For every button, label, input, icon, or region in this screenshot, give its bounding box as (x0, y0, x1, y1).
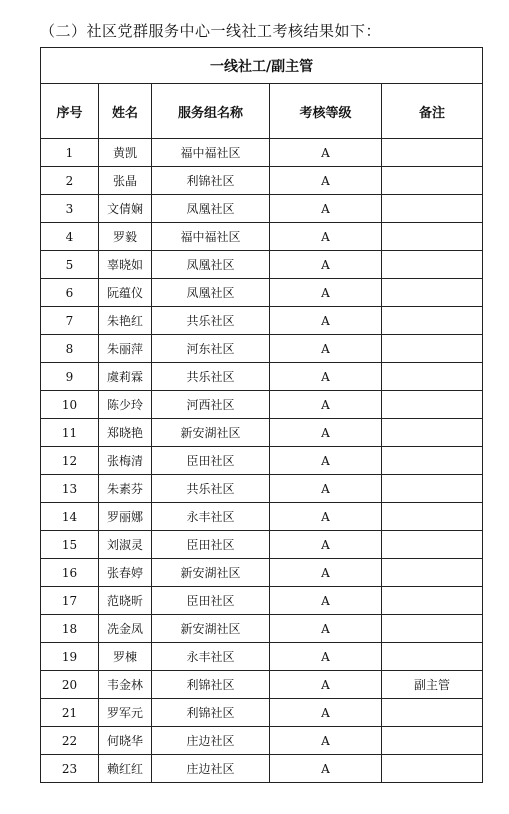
cell-remarks (382, 503, 483, 531)
cell-service-group: 利锦社区 (152, 699, 270, 727)
table-header-row (41, 84, 483, 139)
cell-grade: A (270, 699, 382, 727)
table-row (41, 307, 483, 335)
cell-grade: A (270, 419, 382, 447)
cell-grade: A (270, 195, 382, 223)
cell-index: 13 (41, 475, 99, 503)
cell-service-group: 臣田社区 (152, 587, 270, 615)
cell-name: 范晓昕 (99, 587, 152, 615)
cell-service-group: 共乐社区 (152, 475, 270, 503)
cell-name: 辜晓如 (99, 251, 152, 279)
table-body (41, 139, 483, 783)
cell-service-group: 新安湖社区 (152, 419, 270, 447)
cell-grade: A (270, 503, 382, 531)
cell-service-group: 臣田社区 (152, 531, 270, 559)
table-row (41, 139, 483, 167)
cell-service-group: 河西社区 (152, 391, 270, 419)
cell-service-group: 永丰社区 (152, 643, 270, 671)
cell-service-group: 臣田社区 (152, 447, 270, 475)
cell-name: 赖红红 (99, 755, 152, 783)
table-row (41, 335, 483, 363)
cell-name: 朱艳红 (99, 307, 152, 335)
cell-index: 17 (41, 587, 99, 615)
cell-service-group: 福中福社区 (152, 139, 270, 167)
table-row (41, 251, 483, 279)
cell-name: 韦金林 (99, 671, 152, 699)
cell-remarks (382, 195, 483, 223)
cell-grade: A (270, 643, 382, 671)
cell-index: 23 (41, 755, 99, 783)
table-row (41, 699, 483, 727)
cell-remarks (382, 167, 483, 195)
cell-service-group: 利锦社区 (152, 167, 270, 195)
header-index: 序号 (41, 84, 99, 139)
table-row (41, 223, 483, 251)
cell-remarks (382, 475, 483, 503)
cell-remarks (382, 279, 483, 307)
cell-index: 21 (41, 699, 99, 727)
cell-remarks (382, 251, 483, 279)
cell-index: 7 (41, 307, 99, 335)
cell-index: 8 (41, 335, 99, 363)
cell-remarks (382, 755, 483, 783)
table-row (41, 671, 483, 699)
cell-name: 郑晓艳 (99, 419, 152, 447)
table-row (41, 279, 483, 307)
cell-name: 罗毅 (99, 223, 152, 251)
cell-grade: A (270, 531, 382, 559)
cell-service-group: 河东社区 (152, 335, 270, 363)
header-name: 姓名 (99, 84, 152, 139)
cell-remarks (382, 531, 483, 559)
cell-service-group: 凤凰社区 (152, 279, 270, 307)
cell-name: 张晶 (99, 167, 152, 195)
cell-name: 何晓华 (99, 727, 152, 755)
cell-grade: A (270, 755, 382, 783)
table-row (41, 447, 483, 475)
table-row (41, 531, 483, 559)
table-row (41, 615, 483, 643)
cell-index: 11 (41, 419, 99, 447)
header-grade: 考核等级 (270, 84, 382, 139)
cell-remarks (382, 391, 483, 419)
table-title-row (41, 48, 483, 84)
cell-index: 10 (41, 391, 99, 419)
cell-index: 4 (41, 223, 99, 251)
cell-service-group: 利锦社区 (152, 671, 270, 699)
cell-service-group: 永丰社区 (152, 503, 270, 531)
cell-name: 朱丽萍 (99, 335, 152, 363)
cell-remarks (382, 587, 483, 615)
cell-index: 16 (41, 559, 99, 587)
cell-remarks (382, 643, 483, 671)
cell-name: 罗军元 (99, 699, 152, 727)
cell-index: 6 (41, 279, 99, 307)
cell-name: 张春婷 (99, 559, 152, 587)
cell-grade: A (270, 139, 382, 167)
cell-grade: A (270, 279, 382, 307)
cell-name: 冼金凤 (99, 615, 152, 643)
cell-index: 12 (41, 447, 99, 475)
table-row (41, 195, 483, 223)
cell-name: 罗丽娜 (99, 503, 152, 531)
cell-grade: A (270, 447, 382, 475)
cell-grade: A (270, 251, 382, 279)
cell-index: 22 (41, 727, 99, 755)
cell-service-group: 共乐社区 (152, 307, 270, 335)
table-row (41, 363, 483, 391)
cell-service-group: 凤凰社区 (152, 195, 270, 223)
table-row (41, 475, 483, 503)
cell-remarks (382, 615, 483, 643)
cell-remarks (382, 335, 483, 363)
cell-remarks (382, 419, 483, 447)
cell-name: 罗棟 (99, 643, 152, 671)
cell-grade: A (270, 363, 382, 391)
cell-index: 19 (41, 643, 99, 671)
cell-name: 文倩娴 (99, 195, 152, 223)
cell-remarks (382, 699, 483, 727)
cell-grade: A (270, 475, 382, 503)
cell-service-group: 庄边社区 (152, 727, 270, 755)
table-row (41, 727, 483, 755)
cell-remarks (382, 223, 483, 251)
table-row (41, 587, 483, 615)
table-row (41, 559, 483, 587)
cell-service-group: 福中福社区 (152, 223, 270, 251)
header-service-group: 服务组名称 (152, 84, 270, 139)
cell-remarks (382, 363, 483, 391)
table-title: 一线社工/副主管 (41, 48, 483, 84)
cell-index: 5 (41, 251, 99, 279)
cell-name: 刘淑灵 (99, 531, 152, 559)
table-row (41, 503, 483, 531)
cell-grade: A (270, 587, 382, 615)
cell-remarks: 副主管 (382, 671, 483, 699)
header-remarks: 备注 (382, 84, 483, 139)
cell-name: 陈少玲 (99, 391, 152, 419)
table-row (41, 755, 483, 783)
cell-name: 虞莉霖 (99, 363, 152, 391)
cell-service-group: 新安湖社区 (152, 615, 270, 643)
cell-grade: A (270, 671, 382, 699)
cell-name: 黄凯 (99, 139, 152, 167)
cell-grade: A (270, 727, 382, 755)
table-row (41, 391, 483, 419)
cell-name: 朱素芬 (99, 475, 152, 503)
cell-remarks (382, 559, 483, 587)
cell-name: 张梅清 (99, 447, 152, 475)
cell-index: 9 (41, 363, 99, 391)
cell-index: 3 (41, 195, 99, 223)
cell-index: 14 (41, 503, 99, 531)
cell-name: 阮蕴仪 (99, 279, 152, 307)
table-row (41, 643, 483, 671)
cell-remarks (382, 307, 483, 335)
cell-index: 18 (41, 615, 99, 643)
cell-grade: A (270, 167, 382, 195)
cell-grade: A (270, 391, 382, 419)
cell-grade: A (270, 559, 382, 587)
table-row (41, 419, 483, 447)
cell-grade: A (270, 615, 382, 643)
cell-service-group: 新安湖社区 (152, 559, 270, 587)
section-heading: （二）社区党群服务中心一线社工考核结果如下： (40, 22, 382, 40)
cell-index: 15 (41, 531, 99, 559)
cell-remarks (382, 727, 483, 755)
cell-grade: A (270, 307, 382, 335)
cell-service-group: 庄边社区 (152, 755, 270, 783)
cell-index: 1 (41, 139, 99, 167)
cell-grade: A (270, 335, 382, 363)
assessment-results-table (40, 47, 483, 783)
cell-remarks (382, 447, 483, 475)
cell-grade: A (270, 223, 382, 251)
cell-service-group: 凤凰社区 (152, 251, 270, 279)
cell-index: 2 (41, 167, 99, 195)
cell-remarks (382, 139, 483, 167)
table-row (41, 167, 483, 195)
cell-service-group: 共乐社区 (152, 363, 270, 391)
cell-index: 20 (41, 671, 99, 699)
